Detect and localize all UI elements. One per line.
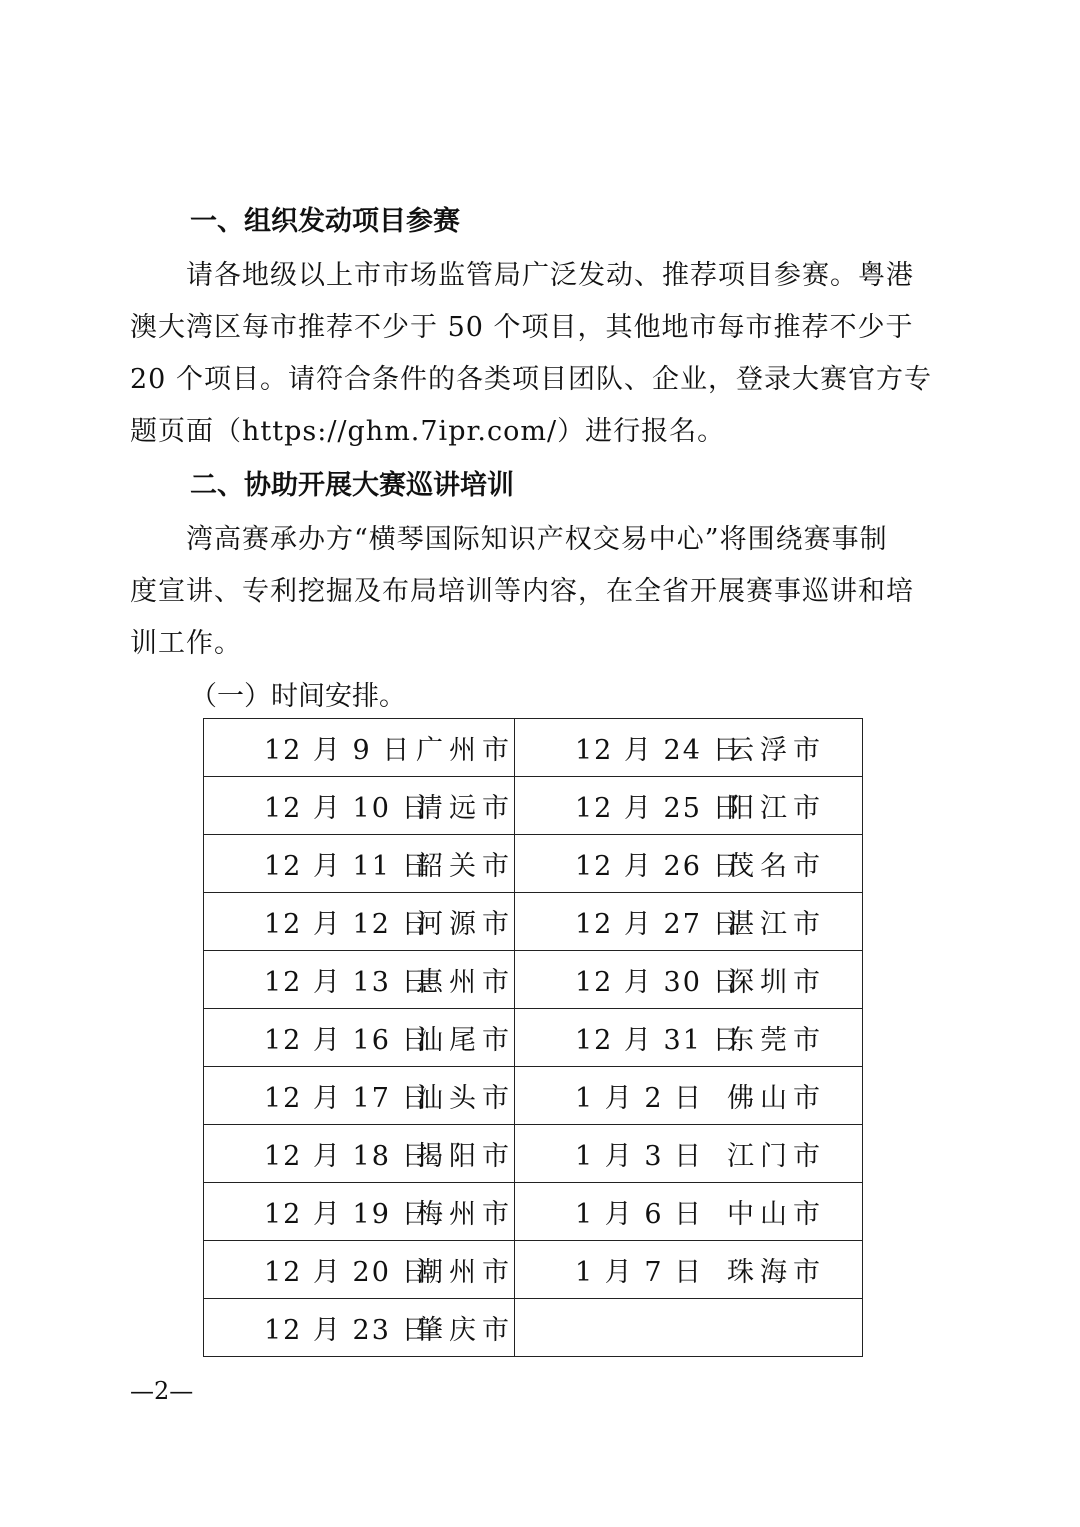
schedule-date: 12 月 13 日 (264, 967, 431, 998)
schedule-date: 12 月 12 日 (264, 909, 431, 940)
section-1-paragraph (130, 250, 940, 458)
schedule-date: 12 月 9 日 (264, 735, 412, 766)
table-row (204, 893, 863, 951)
table-cell-left (204, 1299, 515, 1357)
schedule-city: 江门市 (727, 1141, 826, 1172)
schedule-city: 汕头市 (416, 1083, 515, 1114)
schedule-city: 佛山市 (727, 1083, 826, 1114)
schedule-city: 湛江市 (727, 909, 826, 940)
schedule-city: 梅州市 (416, 1199, 515, 1230)
table-cell-right (515, 1125, 863, 1183)
schedule-city: 河源市 (416, 909, 515, 940)
table-cell-right (515, 1241, 863, 1299)
table-cell-right (515, 1009, 863, 1067)
table-cell-right (515, 835, 863, 893)
schedule-city: 东莞市 (727, 1025, 826, 1056)
schedule-table (203, 718, 863, 1357)
schedule-date: 12 月 25 日 (575, 793, 742, 824)
table-cell-left (204, 951, 515, 1009)
schedule-city: 广州市 (416, 735, 515, 766)
schedule-date: 12 月 30 日 (575, 967, 742, 998)
schedule-date: 12 月 23 日 (264, 1315, 431, 1346)
schedule-date: 1 月 3 日 (575, 1141, 704, 1172)
schedule-date: 1 月 2 日 (575, 1083, 704, 1114)
paragraph-line: 题页面（https://ghm.7ipr.com/）进行报名。 (130, 416, 726, 447)
section-2-paragraph (130, 514, 940, 670)
schedule-city: 肇庆市 (416, 1315, 515, 1346)
schedule-date: 12 月 19 日 (264, 1199, 431, 1230)
schedule-city: 潮州市 (416, 1257, 515, 1288)
schedule-city: 茂名市 (727, 851, 826, 882)
schedule-city: 深圳市 (727, 967, 826, 998)
table-cell-left (204, 719, 515, 777)
section-2-heading: 二、协助开展大赛巡讲培训 (190, 470, 514, 501)
table-row (204, 1067, 863, 1125)
table-row (204, 777, 863, 835)
schedule-city: 阳江市 (727, 793, 826, 824)
schedule-city: 惠州市 (416, 967, 515, 998)
schedule-city: 清远市 (416, 793, 515, 824)
schedule-date: 12 月 20 日 (264, 1257, 431, 1288)
table-row (204, 1183, 863, 1241)
section-1-heading: 一、组织发动项目参赛 (190, 206, 460, 237)
schedule-city: 中山市 (727, 1199, 826, 1230)
table-cell-left (204, 1183, 515, 1241)
page-number: —2— (130, 1377, 194, 1405)
table-cell-left (204, 1009, 515, 1067)
schedule-city: 汕尾市 (416, 1025, 515, 1056)
schedule-city: 韶关市 (416, 851, 515, 882)
table-cell-left (204, 835, 515, 893)
schedule-date: 12 月 10 日 (264, 793, 431, 824)
schedule-subheading: （一）时间安排。 (190, 681, 406, 712)
table-cell-left (204, 1241, 515, 1299)
paragraph-line: 训工作。 (130, 628, 242, 659)
schedule-city: 珠海市 (727, 1257, 826, 1288)
table-cell-right (515, 719, 863, 777)
table-cell-right (515, 1067, 863, 1125)
schedule-city: 揭阳市 (416, 1141, 515, 1172)
table-row (204, 951, 863, 1009)
table-cell-right (515, 777, 863, 835)
table-cell-left (204, 1067, 515, 1125)
table-cell-right (515, 1299, 863, 1357)
paragraph-line: 请各地级以上市市场监管局广泛发动、推荐项目参赛。粤港 (130, 260, 914, 291)
table-row (204, 1125, 863, 1183)
table-row (204, 835, 863, 893)
table-row (204, 1241, 863, 1299)
table-cell-left (204, 893, 515, 951)
schedule-date: 12 月 24 日 (575, 735, 742, 766)
schedule-date: 12 月 26 日 (575, 851, 742, 882)
schedule-date: 12 月 11 日 (264, 851, 431, 882)
schedule-date: 12 月 27 日 (575, 909, 742, 940)
table-row (204, 1009, 863, 1067)
schedule-date: 1 月 7 日 (575, 1257, 704, 1288)
table-row (204, 1299, 863, 1357)
schedule-city: 云浮市 (727, 735, 826, 766)
table-cell-right (515, 1183, 863, 1241)
table-cell-left (204, 1125, 515, 1183)
schedule-date: 12 月 17 日 (264, 1083, 431, 1114)
paragraph-line: 20 个项目。请符合条件的各类项目团队、企业，登录大赛官方专 (130, 364, 932, 395)
table-row (204, 719, 863, 777)
table-cell-left (204, 777, 515, 835)
paragraph-line: 湾高赛承办方“横琴国际知识产权交易中心”将围绕赛事制 (130, 524, 888, 555)
schedule-date: 12 月 18 日 (264, 1141, 431, 1172)
schedule-table-body (204, 719, 863, 1357)
schedule-date: 1 月 6 日 (575, 1199, 704, 1230)
paragraph-line: 度宣讲、专利挖掘及布局培训等内容，在全省开展赛事巡讲和培 (130, 576, 914, 607)
paragraph-line: 澳大湾区每市推荐不少于 50 个项目，其他地市每市推荐不少于 (130, 312, 914, 343)
table-cell-right (515, 893, 863, 951)
schedule-date: 12 月 16 日 (264, 1025, 431, 1056)
table-cell-right (515, 951, 863, 1009)
schedule-date: 12 月 31 日 (575, 1025, 742, 1056)
